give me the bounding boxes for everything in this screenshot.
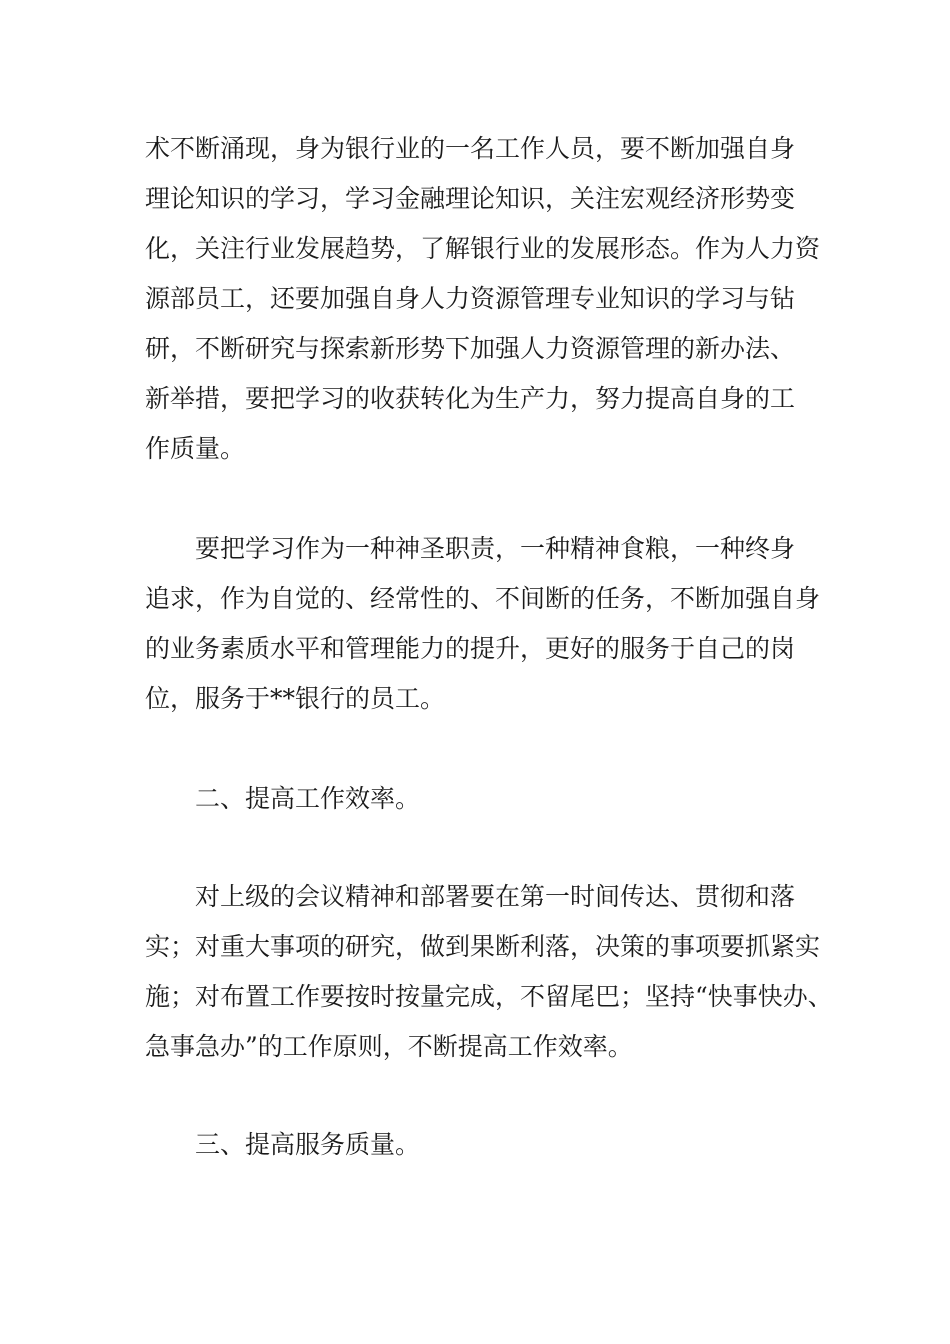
paragraph-2-line-2: 追求，作为自觉的、经常性的、不间断的任务，不断加强自身 (145, 584, 821, 613)
paragraph-3-line-3: 施；对布置工作要按时按量完成，不留尾巴；坚持“快事快办、 (145, 982, 833, 1011)
paragraph-1-line-5: 研，不断研究与探索新形势下加强人力资源管理的新办法、 (145, 334, 796, 363)
paragraph-3-line-4: 急事急办”的工作原则，不断提高工作效率。 (145, 1032, 633, 1061)
paragraph-2-line-1: 要把学习作为一种神圣职责，一种精神食粮，一种终身 (195, 534, 796, 563)
paragraph-1-line-1: 术不断涌现，身为银行业的一名工作人员，要不断加强自身 (145, 134, 796, 163)
paragraph-1-line-7: 作质量。 (145, 434, 246, 463)
paragraph-1-line-3: 化，关注行业发展趋势，了解银行业的发展形态。作为人力资 (145, 234, 821, 263)
paragraph-1-line-4: 源部员工，还要加强自身人力资源管理专业知识的学习与钻 (145, 284, 796, 313)
paragraph-2-line-4: 位，服务于**银行的员工。 (145, 684, 446, 713)
paragraph-3-line-1: 对上级的会议精神和部署要在第一时间传达、贯彻和落 (195, 882, 796, 911)
paragraph-1-line-6: 新举措，要把学习的收获转化为生产力，努力提高自身的工 (145, 384, 796, 413)
section-heading-2: 二、提高工作效率。 (195, 784, 421, 813)
paragraph-3-line-2: 实；对重大事项的研究，做到果断利落，决策的事项要抓紧实 (145, 932, 821, 961)
paragraph-2-line-3: 的业务素质水平和管理能力的提升，更好的服务于自己的岗 (145, 634, 796, 663)
section-heading-3: 三、提高服务质量。 (195, 1130, 421, 1159)
paragraph-1-line-2: 理论知识的学习，学习金融理论知识，关注宏观经济形势变 (145, 184, 796, 213)
